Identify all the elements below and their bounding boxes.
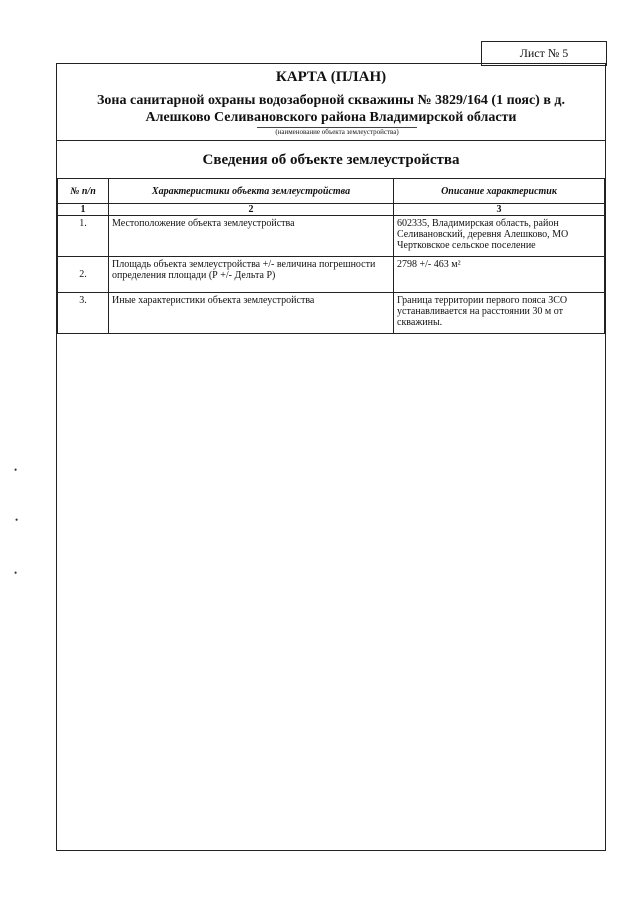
document-title: КАРТА (ПЛАН) xyxy=(275,69,387,85)
document-frame xyxy=(56,63,606,851)
table-row xyxy=(58,293,605,334)
row-number: 1. xyxy=(58,216,109,257)
scan-speck: • xyxy=(14,465,18,475)
table-row xyxy=(58,257,605,293)
row-characteristic: Площадь объекта землеустройства +/- величина погрешности определения площади (Р +/- Дельта Р) xyxy=(109,257,394,293)
row-number: 3. xyxy=(58,293,109,334)
column-number: 1 xyxy=(58,204,109,216)
section-header xyxy=(57,140,605,179)
object-name: Зона санитарной охраны водозаборной скважины № 3829/164 (1 пояс) в д. Алешково Селивановского района Владимирской области xyxy=(97,93,565,125)
row-characteristic: Местоположение объекта землеустройства xyxy=(109,216,394,257)
object-name-caption: (наименование объекта землеустройства) xyxy=(257,127,417,137)
sheet-number-box: Лист № 5 xyxy=(481,41,607,66)
header-description: Описание характеристик xyxy=(394,179,605,204)
header-characteristic: Характеристики объекта землеустройства xyxy=(109,179,394,204)
row-description: Граница территории первого пояса ЗСО устанавливается на расстоянии 30 м от скважины. xyxy=(394,293,605,334)
table-header-row xyxy=(58,179,605,204)
row-number: 2. xyxy=(58,257,109,293)
row-characteristic: Иные характеристики объекта землеустройства xyxy=(109,293,394,334)
row-description: 602335, Владимирская область, район Селивановский, деревня Алешково, МО Чертковское сельское поселение xyxy=(394,216,605,257)
characteristics-table xyxy=(57,178,605,334)
scan-speck: • xyxy=(15,515,19,525)
column-numbers-row xyxy=(58,204,605,216)
column-number: 2 xyxy=(109,204,394,216)
scan-speck: • xyxy=(14,568,18,578)
column-number: 3 xyxy=(394,204,605,216)
section-title: Сведения об объекте землеустройства xyxy=(202,152,460,168)
header-num: № п/п xyxy=(58,179,109,204)
title-block xyxy=(57,64,605,141)
table-row xyxy=(58,216,605,257)
row-description: 2798 +/- 463 м² xyxy=(394,257,605,293)
